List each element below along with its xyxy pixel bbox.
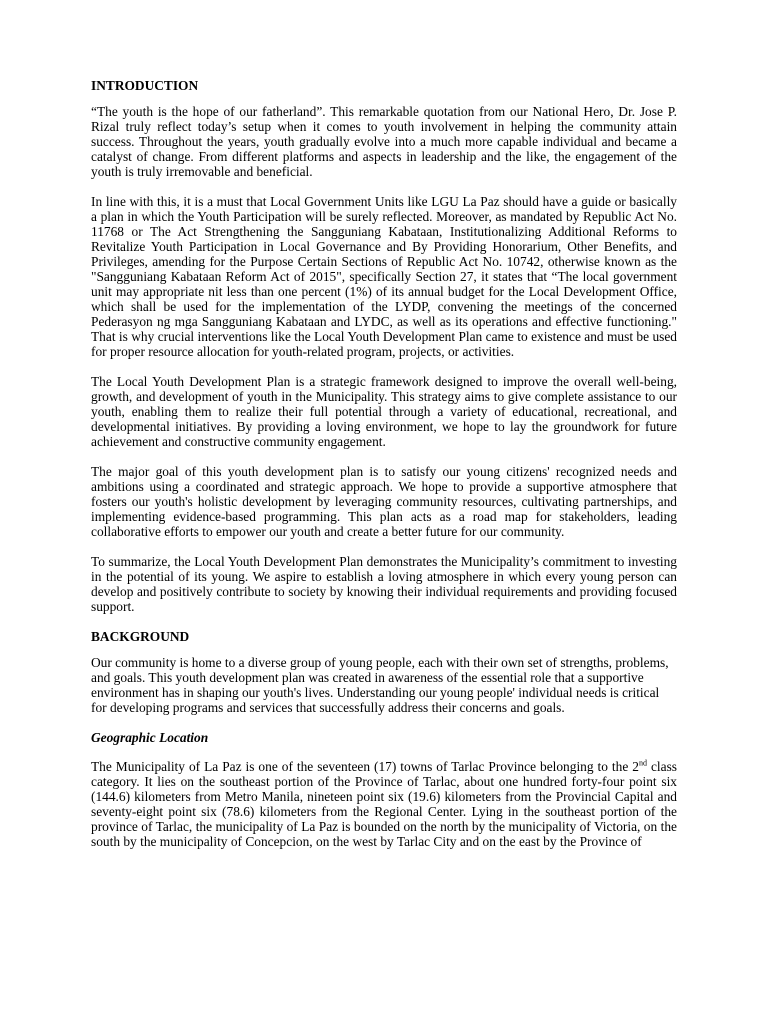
intro-paragraph-2: In line with this, it is a must that Local Government Units like LGU La Paz should have a guide or basically a plan in which the Youth Participation will be surely reflected. Moreover, as mandated by Republic Act No. 11768 or The Act Strengthening the Sangguniang Kabataan, Institutionalizing Additional Reforms to Revitalize Youth Participation in Local Governance and By Providing Honorarium, Other Benefits, and Privileges, amending for the Purpose Certain Sections of Republic Act No. 10742, otherwise known as the "Sangguniang Kabataan Reform Act of 2015", specifically Section 27, it states that “The local government unit may appropriate nit less than one percent (1%) of its annual budget for the Local Development Office, which shall be used for the implementation of the LYDP, convening the meetings of the concerned Pederasyon ng mga Sangguniang Kabataan and LYDC, as well as its operations and effective functioning." That is why crucial interventions like the Local Youth Development Plan came to existence and must be used for proper resource allocation for youth-related program, projects, or activities. [91,194,677,359]
document-page [91,78,677,864]
background-paragraph: Our community is home to a diverse group of young people, each with their own set of strengths, problems, and goals. This youth development plan was created in awareness of the essential role that a supportive environment has in shaping our youth's lives. Understanding our young people' individual needs is critical for developing programs and services that successfully address their concerns and goals. [91,655,669,715]
geographic-location-paragraph [91,759,677,849]
geographic-location-heading: Geographic Location [91,730,209,745]
intro-paragraph-3: The Local Youth Development Plan is a strategic framework designed to improve the overall well-being, growth, and development of youth in the Municipality. This strategy aims to give complete assistance to our youth, enabling them to realize their full potential through a variety of educational, recreational, and developmental initiatives. By providing a loving environment, we hope to lay the groundwork for future achievement and constructive community engagement. [91,374,677,449]
geo-text-rest: class category. It lies on the southeast portion of the Province of Tarlac, about one hundred forty-four point six (144.6) kilometers from Metro Manila, nineteen point six (19.6) kilometers from the Provincial Capital and seventy-eight point six (78.6) kilometers from the Regional Center. Lying in the southeast portion of the province of Tarlac, the municipality of La Paz is bounded on the north by the municipality of Victoria, on the south by the municipality of Concepcion, on the west by Tarlac City and on the east by the Province of [91,759,677,849]
intro-paragraph-5: To summarize, the Local Youth Development Plan demonstrates the Municipality’s commitment to investing in the potential of its young. We aspire to establish a loving atmosphere in which every young person can develop and positively contribute to society by knowing their individual requirements and providing focused support. [91,554,677,614]
intro-paragraph-4: The major goal of this youth development plan is to satisfy our young citizens' recognized needs and ambitions using a coordinated and strategic approach. We hope to provide a supportive atmosphere that fosters our youth's holistic development by leveraging community resources, cultivating partnerships, and implementing evidence-based programming. This plan acts as a road map for stakeholders, leading collaborative efforts to empower our youth and create a better future for our community. [91,464,677,539]
background-heading: BACKGROUND [91,629,190,644]
intro-paragraph-1: “The youth is the hope of our fatherland”. This remarkable quotation from our National Hero, Dr. Jose P. Rizal truly reflect today’s setup when it comes to youth involvement in helping the community attain success. Throughout the years, youth gradually evolve into a much more capable individual and became a catalyst of change. From different platforms and aspects in leadership and the like, the engagement of the youth is truly irremovable and beneficial. [91,104,677,179]
geo-text-start: The Municipality of La Paz is one of the seventeen (17) towns of Tarlac Province belonging to the 2 [91,759,639,774]
ordinal-superscript: nd [638,758,647,768]
introduction-heading: INTRODUCTION [91,78,199,93]
